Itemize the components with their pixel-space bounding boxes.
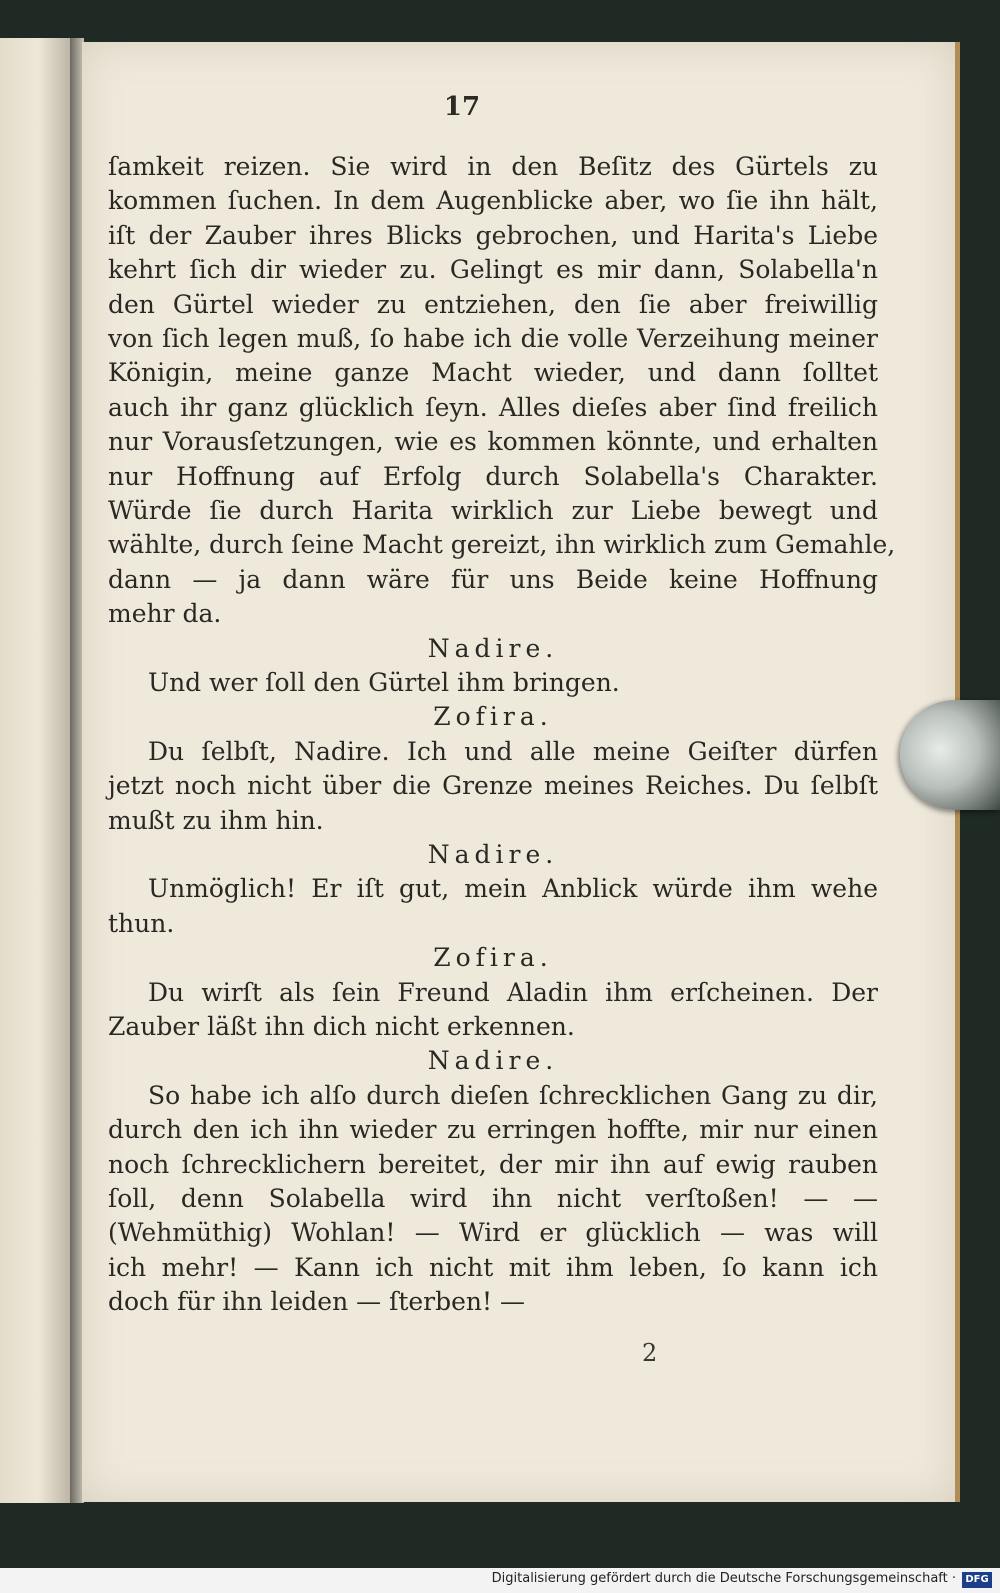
speaker-name: Nadire. [427,633,559,663]
footer-bar [0,1568,1000,1593]
text-line: nur Hoffnung auf Erfolg durch Solabella's Charakter. [108,461,878,491]
speaker-name: Zofira. [433,702,553,732]
text-line: ſamkeit reizen. Sie wird in den Beſitz des Gürtels zu [108,152,878,181]
text-line: ich mehr! — Kann ich nicht mit ihm leben, ſo kann ich [108,1252,878,1282]
text-line: durch den ich ihn wieder zu erringen hoffte, mir nur einen [108,1115,878,1145]
text-line: nur Vorausſetzungen, wie es kommen könnte, und erhalten [108,427,878,457]
speaker-name: Nadire. [427,840,559,869]
text-line: noch ſchrecklichern bereitet, der mir ihn auf ewig rauben [108,1149,878,1179]
text-line: Würde ſie durch Harita wirklich zur Liebe bewegt und [108,496,878,525]
text-line: Zauber läßt ihn dich nicht erkennen. [108,1012,575,1041]
text-line: Unmöglich! Er iſt gut, mein Anblick würde ihm wehe [148,874,878,904]
facing-page-edge [0,38,72,1503]
text-line: Königin, meine ganze Macht wieder, und dann ſolltet [108,358,878,388]
text-line: doch für ihn leiden — ſterben! — [108,1287,526,1317]
text-line: von ſich legen muß, ſo habe ich die volle Verzeihung meiner [108,324,878,353]
text-line: iſt der Zauber ihres Blicks gebrochen, und Harita's Liebe [108,220,878,250]
page-clip [900,700,1000,810]
text-line: (Wehmüthig) Wohlan! — Wird er glücklich — was will [108,1218,878,1248]
text-line: Du ſelbſt, Nadire. Ich und alle meine Geiſter dürfen [148,736,878,766]
text-line: mehr da. [108,599,222,629]
speaker-name: Nadire. [427,1046,559,1076]
book-page [82,42,960,1502]
text-line: wählte, durch ſeine Macht gereizt, ihn wirklich zum Gemahle, [108,530,896,560]
text-line: auch ihr ganz glücklich ſeyn. Alles dieſes aber ſind freilich [108,392,878,422]
text-line: dann — ja dann wäre für uns Beide keine Hoffnung [108,564,878,594]
footer-credit: Digitalisierung gefördert durch die Deutsche Forschungsgemeinschaft · [491,1571,956,1586]
text-line: Du wirſt als ſein Freund Aladin ihm erſcheinen. Der [148,977,878,1007]
text-line: den Gürtel wieder zu entziehen, den ſie aber freiwillig [108,289,878,319]
text-line: ſoll, denn Solabella wird ihn nicht verſtoßen! — — [108,1184,878,1213]
text-line: mußt zu ihm hin. [108,805,324,835]
text-line: thun. [108,908,175,938]
dfg-logo: DFG [962,1572,992,1588]
speaker-name: Zofira. [433,943,553,973]
text-line: So habe ich alſo durch dieſen ſchrecklichen Gang zu dir, [148,1080,878,1110]
text-line: kommen ſuchen. In dem Augenblicke aber, wo ſie ihn hält, [108,186,878,216]
page-number: 17 [443,92,481,122]
text-line: kehrt ſich dir wieder zu. Gelingt es mir dann, Solabella'n [108,255,878,285]
text-line: Und wer ſoll den Gürtel ihm bringen. [148,668,620,697]
text-line: jetzt noch nicht über die Grenze meines Reiches. Du ſelbſt [108,771,878,801]
signature-mark: 2 [642,1339,658,1367]
